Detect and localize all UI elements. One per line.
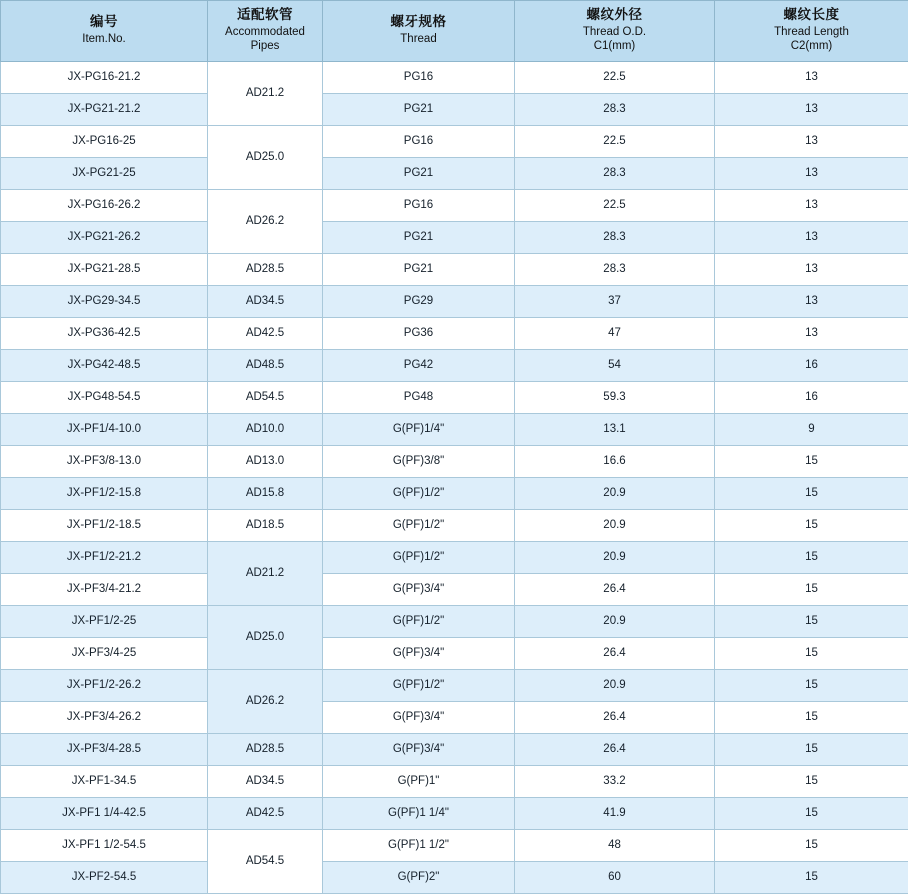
column-header-thread-en: Thread — [325, 32, 512, 46]
cell-item-no: JX-PG16-21.2 — [1, 61, 208, 93]
cell-item-no: JX-PG36-42.5 — [1, 317, 208, 349]
cell-item-no: JX-PF2-54.5 — [1, 861, 208, 893]
cell-thread-od: 54 — [515, 349, 715, 381]
cell-accommodated-pipe: AD26.2 — [208, 669, 323, 733]
cell-thread: G(PF)1/2" — [323, 477, 515, 509]
cell-thread-od: 20.9 — [515, 669, 715, 701]
cell-item-no: JX-PF3/8-13.0 — [1, 445, 208, 477]
column-header-item-no — [1, 1, 208, 62]
cell-thread: PG16 — [323, 61, 515, 93]
cell-accommodated-pipe: AD28.5 — [208, 253, 323, 285]
cell-thread-od: 26.4 — [515, 573, 715, 605]
cell-accommodated-pipe: AD13.0 — [208, 445, 323, 477]
header-row — [1, 1, 908, 62]
cell-thread-length: 15 — [715, 669, 908, 701]
column-header-pipes — [208, 1, 323, 62]
table-row — [1, 637, 908, 669]
cell-thread: G(PF)1 1/2" — [323, 829, 515, 861]
cell-thread-od: 22.5 — [515, 125, 715, 157]
cell-thread-od: 47 — [515, 317, 715, 349]
cell-accommodated-pipe: AD34.5 — [208, 765, 323, 797]
table-row — [1, 477, 908, 509]
cell-thread: G(PF)1/2" — [323, 541, 515, 573]
cell-accommodated-pipe: AD26.2 — [208, 189, 323, 253]
cell-accommodated-pipe: AD21.2 — [208, 541, 323, 605]
column-header-thread-length-unit: C2(mm) — [717, 39, 906, 53]
cell-thread-od: 33.2 — [515, 765, 715, 797]
cell-accommodated-pipe: AD21.2 — [208, 61, 323, 125]
column-header-pipes-cn: 适配软管 — [210, 7, 320, 24]
cell-thread: G(PF)3/8" — [323, 445, 515, 477]
cell-thread: PG21 — [323, 221, 515, 253]
cell-item-no: JX-PF3/4-28.5 — [1, 733, 208, 765]
cell-item-no: JX-PF3/4-25 — [1, 637, 208, 669]
cell-thread-length: 13 — [715, 221, 908, 253]
column-header-thread-length — [715, 1, 908, 62]
cell-item-no: JX-PG29-34.5 — [1, 285, 208, 317]
cell-thread: PG36 — [323, 317, 515, 349]
cell-thread-length: 13 — [715, 189, 908, 221]
cell-thread-length: 13 — [715, 93, 908, 125]
cell-item-no: JX-PF1/2-21.2 — [1, 541, 208, 573]
cell-thread: G(PF)1 1/4" — [323, 797, 515, 829]
cell-thread-length: 13 — [715, 61, 908, 93]
cell-accommodated-pipe: AD25.0 — [208, 125, 323, 189]
table-row — [1, 605, 908, 637]
column-header-thread — [323, 1, 515, 62]
table-row — [1, 61, 908, 93]
cell-thread: PG21 — [323, 253, 515, 285]
column-header-thread-od-cn: 螺纹外径 — [517, 7, 712, 24]
cell-thread: PG16 — [323, 189, 515, 221]
cell-thread-od: 48 — [515, 829, 715, 861]
cell-thread-od: 20.9 — [515, 541, 715, 573]
cell-item-no: JX-PG21-28.5 — [1, 253, 208, 285]
column-header-thread-length-en: Thread Length — [717, 25, 906, 39]
table-row — [1, 509, 908, 541]
cell-thread-length: 13 — [715, 317, 908, 349]
cell-thread-od: 20.9 — [515, 605, 715, 637]
cell-thread-length: 15 — [715, 573, 908, 605]
cell-thread: PG48 — [323, 381, 515, 413]
cell-thread-od: 20.9 — [515, 509, 715, 541]
cell-item-no: JX-PF1-34.5 — [1, 765, 208, 797]
column-header-item-no-cn: 编号 — [3, 14, 205, 31]
table-row — [1, 349, 908, 381]
cell-thread-od: 13.1 — [515, 413, 715, 445]
cell-item-no: JX-PG21-26.2 — [1, 221, 208, 253]
cell-thread: G(PF)1/2" — [323, 669, 515, 701]
column-header-thread-od-en: Thread O.D. — [517, 25, 712, 39]
table-row — [1, 285, 908, 317]
table-row — [1, 829, 908, 861]
cell-thread: G(PF)3/4" — [323, 637, 515, 669]
cell-accommodated-pipe: AD54.5 — [208, 829, 323, 893]
cell-thread-od: 26.4 — [515, 637, 715, 669]
cell-thread-length: 15 — [715, 861, 908, 893]
cell-accommodated-pipe: AD54.5 — [208, 381, 323, 413]
cell-thread-od: 60 — [515, 861, 715, 893]
table-row — [1, 861, 908, 893]
cell-accommodated-pipe: AD18.5 — [208, 509, 323, 541]
table-row — [1, 413, 908, 445]
cell-accommodated-pipe: AD10.0 — [208, 413, 323, 445]
cell-item-no: JX-PG21-25 — [1, 157, 208, 189]
cell-item-no: JX-PG16-25 — [1, 125, 208, 157]
cell-item-no: JX-PF1/2-25 — [1, 605, 208, 637]
cell-thread-length: 15 — [715, 445, 908, 477]
cell-thread-length: 16 — [715, 349, 908, 381]
column-header-thread-length-cn: 螺纹长度 — [717, 7, 906, 24]
cell-thread-od: 26.4 — [515, 733, 715, 765]
cell-item-no: JX-PF1/4-10.0 — [1, 413, 208, 445]
cell-thread-od: 28.3 — [515, 253, 715, 285]
cell-thread: PG21 — [323, 93, 515, 125]
cell-thread-length: 13 — [715, 125, 908, 157]
cell-thread-length: 15 — [715, 733, 908, 765]
cell-thread: G(PF)1" — [323, 765, 515, 797]
table-row — [1, 189, 908, 221]
cell-item-no: JX-PG42-48.5 — [1, 349, 208, 381]
cell-thread: G(PF)2" — [323, 861, 515, 893]
column-header-pipes-en: Accommodated Pipes — [210, 25, 320, 54]
table-row — [1, 733, 908, 765]
cell-thread-length: 13 — [715, 157, 908, 189]
cell-thread-length: 15 — [715, 605, 908, 637]
table-row — [1, 381, 908, 413]
cell-accommodated-pipe: AD34.5 — [208, 285, 323, 317]
cell-accommodated-pipe: AD25.0 — [208, 605, 323, 669]
cell-thread-od: 16.6 — [515, 445, 715, 477]
table-row — [1, 669, 908, 701]
table-row — [1, 253, 908, 285]
cell-thread-length: 15 — [715, 541, 908, 573]
cell-thread-length: 15 — [715, 829, 908, 861]
cell-accommodated-pipe: AD42.5 — [208, 797, 323, 829]
cell-thread-od: 26.4 — [515, 701, 715, 733]
cell-item-no: JX-PG21-21.2 — [1, 93, 208, 125]
table-header — [1, 1, 908, 62]
cell-thread: PG16 — [323, 125, 515, 157]
cell-item-no: JX-PF1/2-18.5 — [1, 509, 208, 541]
table-row — [1, 157, 908, 189]
cell-thread: G(PF)1/4" — [323, 413, 515, 445]
column-header-thread-od-unit: C1(mm) — [517, 39, 712, 53]
cell-item-no: JX-PF1/2-26.2 — [1, 669, 208, 701]
cell-thread-length: 16 — [715, 381, 908, 413]
column-header-thread-cn: 螺牙规格 — [325, 14, 512, 31]
cell-item-no: JX-PG16-26.2 — [1, 189, 208, 221]
table-row — [1, 125, 908, 157]
table-row — [1, 93, 908, 125]
cell-accommodated-pipe: AD48.5 — [208, 349, 323, 381]
cell-item-no: JX-PF1 1/2-54.5 — [1, 829, 208, 861]
cell-thread-length: 15 — [715, 509, 908, 541]
cell-accommodated-pipe: AD28.5 — [208, 733, 323, 765]
cell-item-no: JX-PF3/4-21.2 — [1, 573, 208, 605]
cell-accommodated-pipe: AD15.8 — [208, 477, 323, 509]
column-header-thread-od — [515, 1, 715, 62]
cell-thread: G(PF)3/4" — [323, 733, 515, 765]
cell-thread-od: 28.3 — [515, 93, 715, 125]
cell-item-no: JX-PF1/2-15.8 — [1, 477, 208, 509]
table-row — [1, 797, 908, 829]
cell-thread: G(PF)3/4" — [323, 701, 515, 733]
table-body — [1, 61, 908, 893]
cell-thread-od: 59.3 — [515, 381, 715, 413]
cell-thread: G(PF)1/2" — [323, 605, 515, 637]
table-row — [1, 765, 908, 797]
table-row — [1, 573, 908, 605]
cell-thread-length: 9 — [715, 413, 908, 445]
cell-thread-length: 15 — [715, 701, 908, 733]
cell-thread-length: 15 — [715, 765, 908, 797]
cell-thread-length: 15 — [715, 797, 908, 829]
cell-thread-length: 15 — [715, 477, 908, 509]
cell-thread-length: 13 — [715, 285, 908, 317]
table-row — [1, 317, 908, 349]
cell-item-no: JX-PG48-54.5 — [1, 381, 208, 413]
cell-thread: G(PF)3/4" — [323, 573, 515, 605]
cell-thread-od: 28.3 — [515, 157, 715, 189]
cell-thread: PG29 — [323, 285, 515, 317]
cell-thread-length: 13 — [715, 253, 908, 285]
cell-thread-od: 22.5 — [515, 189, 715, 221]
cell-item-no: JX-PF1 1/4-42.5 — [1, 797, 208, 829]
cell-thread-od: 22.5 — [515, 61, 715, 93]
cell-thread-length: 15 — [715, 637, 908, 669]
table-row — [1, 221, 908, 253]
column-header-item-no-en: Item.No. — [3, 32, 205, 46]
cell-thread-od: 41.9 — [515, 797, 715, 829]
table-row — [1, 445, 908, 477]
cell-thread: G(PF)1/2" — [323, 509, 515, 541]
cell-thread-od: 28.3 — [515, 221, 715, 253]
cell-thread: PG42 — [323, 349, 515, 381]
table-row — [1, 541, 908, 573]
table-row — [1, 701, 908, 733]
cell-item-no: JX-PF3/4-26.2 — [1, 701, 208, 733]
cell-thread: PG21 — [323, 157, 515, 189]
cell-accommodated-pipe: AD42.5 — [208, 317, 323, 349]
cell-thread-od: 20.9 — [515, 477, 715, 509]
cell-thread-od: 37 — [515, 285, 715, 317]
